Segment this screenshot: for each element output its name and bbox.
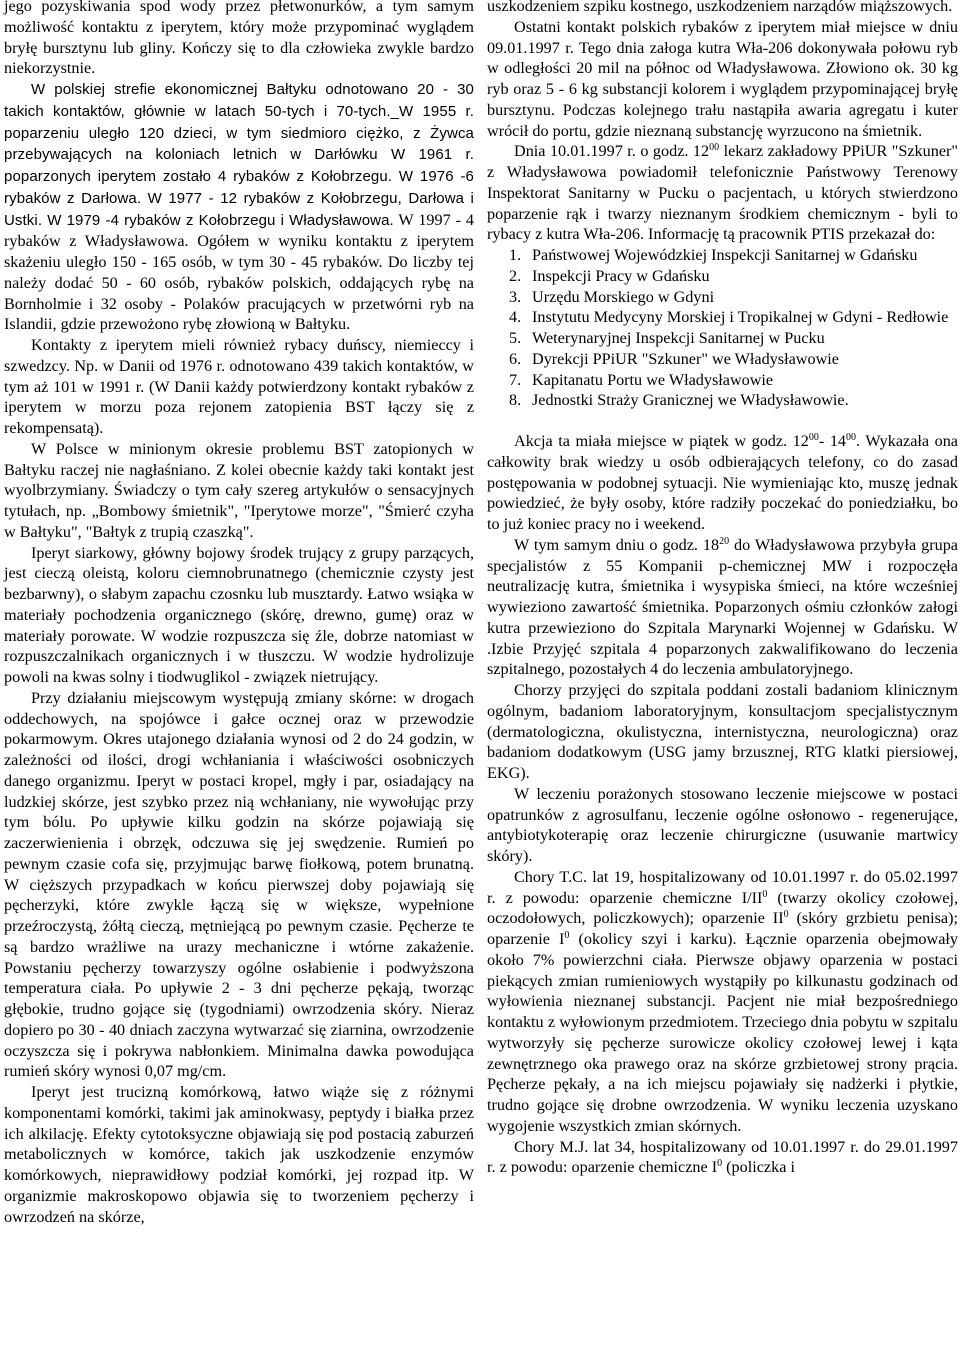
paragraph-poland-contacts-serif: W 1997 - 4 rybaków z Władysławowa. Ogółem w wyniku kontaktu z iperytem skażeniu uległo 150 - 165 osób, w tym 30 - 45 rybaków. Do liczby tej należy dodać 50 - 60 osób, rybaków polskich, oddających rybę na Bornholmie i 32 osoby - Polaków pracujących w przetwórni ryb na Islandii, gdzie przewożono rybę złowioną w Bałtyku. bbox=[4, 210, 474, 334]
list-item bbox=[509, 390, 958, 411]
list-item-number: 3. bbox=[509, 287, 522, 306]
paragraph-examinations: Chorzy przyjęci do szpitala poddani zostali badaniom klinicznym ogólnym, badaniom laboratoryjnym, konsultacjom specjalistycznym (dermatologiczna, okulistyczna, internistyczna, neurologiczna) oraz badaniom dodatkowym (USG jamy brzusznej, RTG klatki piersiowej, EKG). bbox=[487, 681, 958, 782]
patient-tc-text-c: (skóry grzbietu penisa); oparzenie I bbox=[487, 909, 958, 948]
patient-tc-text-b: (twarzy okolicy czołowej, oczodołowych, policzkowych); oparzenie II bbox=[487, 888, 958, 928]
notification-text-b: lekarz zakładowy PPiUR "Szkuner" z Władysławowa powiadomił telefonicznie Państwowy Terenowy Inspektorat Sanitarny w Pucku o pacjentach, u których stwierdzono poparzenie rąk i twarzy nieznanym środkiem chemicznym - byli to rybacy z kutra Wła-206. Informację tą pracownik PTIS przekazał do: bbox=[487, 142, 958, 244]
list-item bbox=[509, 328, 958, 349]
paragraph-treatment: W leczeniu porażonych stosowano leczenie miejscowe w postaci opatrunków z agrosulfanu, leczenie ogólne osłonowo - regenerujące, antybiotykoterapię oraz leczenie chirurgiczne (usuwanie martwicy skóry). bbox=[487, 784, 958, 865]
left-column bbox=[4, 0, 474, 1227]
list-item bbox=[509, 349, 958, 370]
list-item-text: Dyrekcji PPiUR "Szkuner" we Władysławowie bbox=[532, 349, 839, 368]
specialists-text-a: W tym samym dniu o godz. 18 bbox=[514, 535, 720, 554]
patient-tc-sup-3: 0 bbox=[564, 930, 570, 941]
paragraph-poland-contacts bbox=[4, 79, 474, 335]
action-text-a: Akcja ta miała miejsce w piątek w godz. 12 bbox=[514, 432, 809, 450]
paragraph-specialists bbox=[487, 535, 958, 680]
list-item-text: Weterynaryjnej Inspekcji Sanitarnej w Pucku bbox=[532, 329, 825, 347]
list-item-text: Jednostki Straży Granicznej we Władysławowie. bbox=[532, 391, 849, 410]
list-item-number: 1. bbox=[509, 246, 522, 264]
list-item-text: Instytutu Medycyny Morskiej i Tropikalnej w Gdyni - Redłowie bbox=[532, 308, 949, 327]
patient-tc-sup-1: 0 bbox=[762, 888, 768, 900]
paragraph-mustard-gas-properties: Iperyt siarkowy, główny bojowy środek trujący z grupy parzących, jest cieczą oleistą, koloru ciemnobrunatnego (chemicznie czysty jest bezbarwny), o słabym zapachu czosnku lub musztardy. Łatwo wsiąka w materiały pochodzenia organicznego (skórę, drewno, gumę) oraz w materiały porowate. W wodzie rozpuszcza się źle, dobrze natomiast w rozpuszczalnikach organicznych i w tłuszczu. W wodzie hydrolizuje powoli na kwas solny i tiodwuglikol - związek nietrujący. bbox=[4, 543, 474, 686]
paragraph-notification bbox=[487, 141, 958, 245]
notification-text-a: Dnia 10.01.1997 r. o godz. 12 bbox=[514, 142, 710, 161]
paragraph-media: W Polsce w minionym okresie problemu BST zatopionych w Bałtyku raczej nie nagłaśniano. Z kolei obecnie każdy taki kontakt jest wyolbrzymiany. Świadczy o tym cały szereg artykułów o sensacyjnych tytułach, np. „Bombowy śmietnik", "Iperytowe morze", "Śmierć czyha w Bałtyku", "Bałtyk z trupią czaszką". bbox=[4, 439, 474, 541]
paragraph-foreign-contacts: Kontakty z iperytem mieli również rybacy duńscy, niemieccy i szwedzcy. Np. w Danii od 1976 r. odnotowano 439 takich kontaktów, w tym aż 101 w 1991 r. (W Danii każdy potwierdzony kontakt rybaków z iperytem w morzu poza rejonem zatopienia BST łączy się z rekompensatą). bbox=[4, 336, 474, 437]
paragraph-cellular-toxicity: Iperyt jest trucizną komórkową, łatwo wiąże się z różnymi komponentami komórki, takimi jak aminokwasy, peptydy i białka przez ich alkilację. Efekty cytotoksyczne objawiają się pod postacią zaburzeń metabolicznych w komórce, takich jak uszkodzenie enzymów komórkowych, nieprawidłowy podział komórki, jej rozpad itp. W organizmie makroskopowo objawia się to tworzeniem pęcherzy i owrzodzeń na skórze, bbox=[4, 1083, 474, 1226]
list-item-number: 5. bbox=[509, 329, 522, 347]
list-item-number: 6. bbox=[509, 349, 522, 368]
list-item-number: 4. bbox=[509, 308, 522, 327]
specialists-text-b: do Władysławowa przybyła grupa specjalistów z 55 Kompanii p-chemicznej MW i rozpoczęła neutralizację kutra, śmietnika i wysypiska śmieci, na które wcześniej wywieziono zawartość śmietnika. Poparzonych ośmiu członków załogi kutra przewieziono do Szpitala Marynarki Wojennej w Gdańsku. W .Izbie Przyjęć szpitala 4 poparzonych zakwalifikowano do leczenia szpitalnego, pozostałych 4 do leczenia ambulatoryjnego. bbox=[487, 535, 958, 679]
action-text-c: . Wykazała ona całkowity brak wiedzy u osób odbierających telefony, co do zasad postępowania w podobnej sytuacji. Nie wymieniając kto, muszę jednak powiedzieć, że były osoby, które radziły poczekać do poniedziałku, bo to już koniec pracy no i weekend. bbox=[487, 432, 958, 533]
list-item-text: Urzędu Morskiego w Gdyni bbox=[532, 287, 715, 306]
list-item-number: 2. bbox=[509, 266, 522, 285]
paragraph-patient-tc bbox=[487, 867, 958, 1137]
list-item bbox=[509, 370, 958, 391]
patient-tc-sup-2: 0 bbox=[783, 909, 789, 921]
paragraph-skin-effects: Przy działaniu miejscowym występują zmiany skórne: w drogach oddechowych, na spojówce i gałce ocznej oraz w przewodzie pokarmowym. Okres utajonego działania wynosi od 2 do 24 godzin, w zależności od ilości, drogi wchłaniania i właściwości osobniczych danego organizmu. Iperyt w postaci kropel, mgły i par, osiadający na ludzkiej skórze, jest szybko przez nią wchłaniany, nie wywołując przy tym bólu. Po upływie kilku godzin na skórze pojawiają się zaczerwienienia i obrzęk, odczuwa się jej swędzenie. Rumień po pewnym czasie cofa się, przyjmując barwę fiołkową, potem brunatną. W cięższych przypadkach w końcu pierwszej doby pojawiają się pęcherzyki, które zwykle łączą się w większe, wypełnione przeźroczystą, żółtą cieczą, mętniejącą po pewnym czasie. Pęcherze te są bardzo wrażliwe na urazy mechaniczne i wtórne zakażenie. Powstaniu pęcherzy towarzyszy ogólne osłabienie i podwyższona temperatura ciała. Po upływie 2 - 3 dni pęcherze pękają, tworząc głębokie, trudno gojące się (tygodniami) owrzodzenia skóry. Nieraz dopiero po 30 - 40 dniach zaczyna wytwarzać się ziarnina, owrzodzenie oczyszcza się i pokrywa nabłonkiem. Minimalna dawka powodująca rumień skóry wynosi 0,07 mg/cm. bbox=[4, 688, 474, 1081]
paragraph-action-friday bbox=[487, 431, 958, 535]
patient-tc-text-a: Chory T.C. lat 19, hospitalizowany od 10.01.1997 r. do 05.02.1997 r. z powodu: oparzenie chemiczne I/II bbox=[487, 867, 958, 907]
paragraph-patient-mj bbox=[487, 1137, 958, 1179]
action-sup-1: 00 bbox=[808, 432, 819, 443]
patient-tc-text-d: (okolicy szyi i karku). Łącznie oparzenia obejmowały około 7% powierzchni ciała. Pierwsze objawy oparzenia w postaci piekących zmian rumieniowych wystąpiły po kilkunastu godzinach od wyłowienia nieznanej substancji. Pacjent nie miał bezpośredniego kontaktu z wyłowionym przedmiotem. Trzeciego dnia pobytu w szpitalu wytworzyły się pęcherze surowicze okolicy czołowej lewej i kąta zewnętrznego oka prawego oraz na skórze grzbietowej strony prącia. Pęcherze pękały, a na ich miejscu pojawiały się nadżerki i płytkie, trudno gojące się drobne owrzodzenia. W wyniku leczenia uzyskano wygojenie wszystkich zmian skórnych. bbox=[487, 930, 958, 1135]
list-item bbox=[509, 287, 958, 308]
notification-sup: 00 bbox=[709, 142, 720, 154]
paragraph-poland-contacts-sans: W polskiej strefie ekonomicznej Bałtyku odnotowano 20 - 30 takich kontaktów, głównie w latach 50-tych i 70-tych._W 1955 r. poparzeniu uległo 120 dzieci, w tym siedmioro ciężko, z Żywca przebywających na koloniach letnich w Darłówku W 1961 r. poparzonych iperytem zostało 4 rybaków z Kołobrzegu. W 1976 -6 rybaków z Darłowa. W 1977 - 12 rybaków z Kołobrzegu, Darłowa i Ustki. W 1979 -4 rybaków z Kołobrzegu i Władysławowa. bbox=[4, 81, 474, 229]
patient-mj-sup: 0 bbox=[717, 1158, 723, 1170]
right-column bbox=[487, 0, 958, 1178]
specialists-sup: 20 bbox=[719, 535, 730, 547]
list-item bbox=[509, 245, 958, 266]
patient-mj-text-b: (policzka i bbox=[722, 1158, 795, 1177]
paragraph-intro-continued: jego pozyskiwania spod wody przez płetwonurków, a tym samym możliwość kontaktu z iperytem, który może przypominać wyglądem bryłę bursztynu lub gliny. Kończy się to dla człowieka zwykle bardzo niekorzystnie. bbox=[4, 0, 474, 78]
list-item-text: Inspekcji Pracy w Gdańsku bbox=[532, 266, 710, 285]
notified-institutions-list bbox=[487, 245, 958, 411]
list-item bbox=[509, 266, 958, 287]
list-spacer bbox=[487, 411, 958, 431]
list-item-number: 7. bbox=[509, 370, 522, 389]
patient-mj-text-a: Chory M.J. lat 34, hospitalizowany od 10.01.1997 r. do 29.01.1997 r. z powodu: oparzenie chemiczne I bbox=[487, 1137, 958, 1177]
paragraph-organ-damage: uszkodzeniem szpiku kostnego, uszkodzeniem narządów miąższowych. bbox=[487, 0, 953, 15]
list-item-text: Kapitanatu Portu we Władysławowie bbox=[532, 370, 774, 389]
action-sup-2: 00 bbox=[846, 432, 857, 443]
list-item-number: 8. bbox=[509, 391, 522, 410]
list-item bbox=[509, 307, 958, 328]
action-text-b: - 14 bbox=[818, 432, 847, 450]
paragraph-last-contact: Ostatni kontakt polskich rybaków z iperytem miał miejsce w dniu 09.01.1997 r. Tego dnia załoga kutra Wła-206 dokonywała połowu ryb w odległości 20 mil na północ od Władysławowa. Złowiono ok. 30 kg ryb oraz 5 - 6 kg substancji kolorem i wyglądem przypominającej bryłę bursztynu. Podczas kolejnego trału nastąpiła awaria agregatu i kuter wrócił do portu, gdzie nieznaną substancję wyrzucono na śmietnik. bbox=[487, 17, 958, 140]
list-item-text: Państwowej Wojewódzkiej Inspekcji Sanitarnej w Gdańsku bbox=[532, 246, 918, 264]
